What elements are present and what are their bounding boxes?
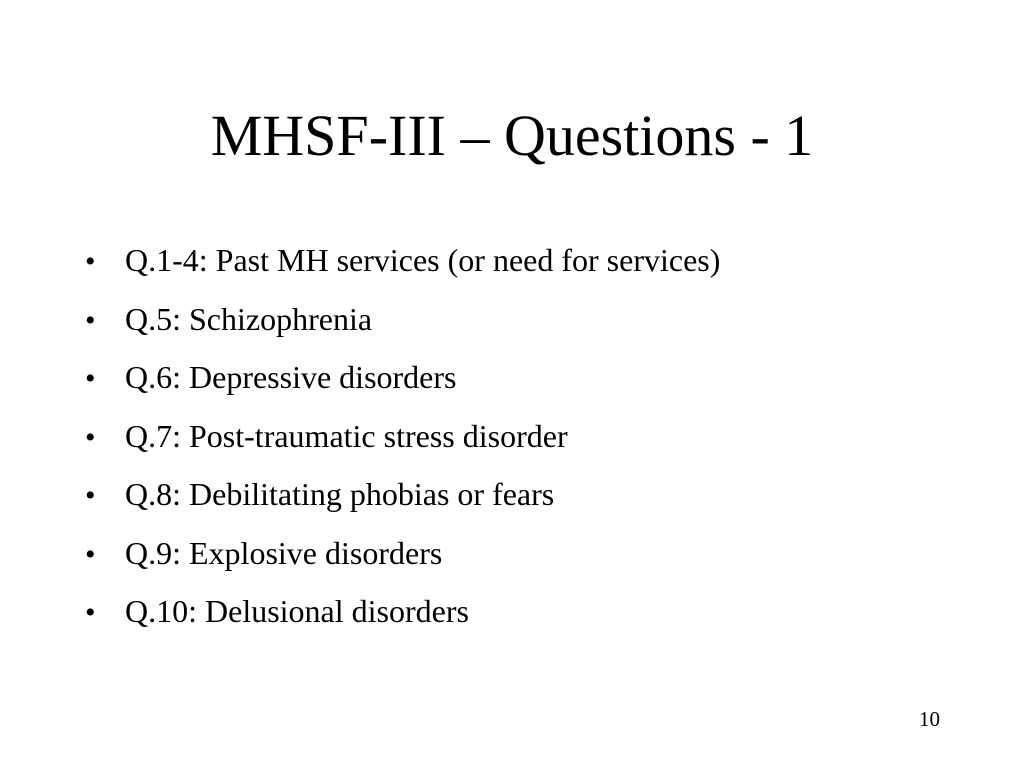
bullet-item [85, 583, 720, 642]
bullet-text: Q.9: Explosive disorders [125, 534, 443, 571]
bullet-text: Q.10: Delusional disorders [125, 593, 469, 629]
bullet-text: Q.7: Post-traumatic stress disorder [125, 417, 568, 454]
bullet-icon: • [85, 362, 96, 395]
bullet-text: Q.5: Schizophrenia [125, 300, 373, 337]
bullet-list [85, 232, 720, 642]
bullet-text: Q.1-4: Past MH services (or need for services) [125, 242, 721, 278]
bullet-item [85, 466, 720, 525]
bullet-item [85, 232, 720, 291]
bullet-item [85, 408, 720, 467]
bullet-icon: • [85, 537, 96, 571]
bullet-text: Q.8: Debilitating phobias or fears [125, 476, 555, 512]
bullet-icon: • [85, 420, 96, 454]
bullet-icon: • [85, 245, 96, 278]
bullet-icon: • [85, 479, 96, 512]
page-number: 10 [919, 707, 940, 731]
bullet-item [85, 291, 720, 350]
bullet-text: Q.6: Depressive disorders [125, 359, 457, 395]
slide-title: MHSF-III – Questions - 1 [210, 103, 814, 168]
bullet-icon: • [85, 303, 96, 337]
bullet-icon: • [85, 596, 96, 629]
bullet-item [85, 349, 720, 408]
bullet-item [85, 525, 720, 584]
